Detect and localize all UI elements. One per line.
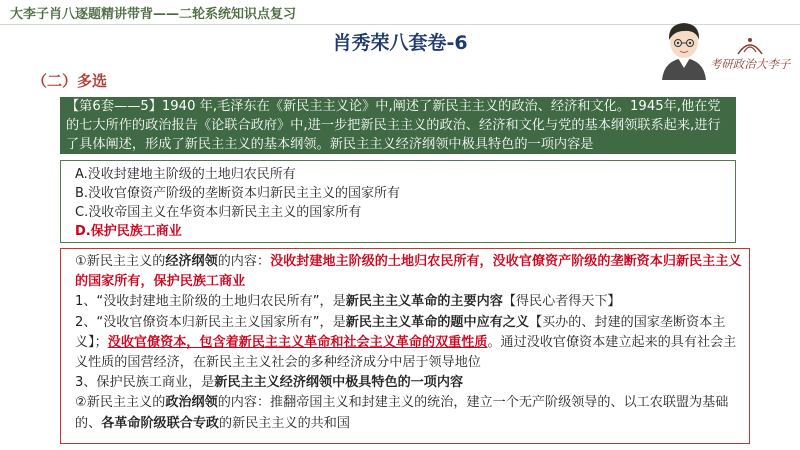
keyword: 各革命阶级联合专政 bbox=[101, 415, 220, 431]
keyword: 新民主主义革命的主要内容 bbox=[345, 294, 503, 310]
analysis-text: ①新民主主义的 bbox=[75, 254, 166, 269]
question-stem: 【第6套——5】1940 年,毛泽东在《新民主主义论》中,阐述了新民主主义的政治、经济和文化。1945年,他在党的七大所作的政治报告《论联合政府》中,进一步把新民主主义的政治、经济和文化与党的基本纲领联系起来,进行了具体阐述，形成了新民主主义的基本纲领。新民主主义经济纲领中极具特色的一项内容是 bbox=[60, 97, 736, 154]
analysis-text: 2、“没收官僚资本归新民主主义国家所有”，是 bbox=[75, 314, 346, 330]
analysis-note: 【买办的、封建的国家垄断资本主义】； bbox=[75, 314, 726, 350]
analysis-political-program bbox=[75, 393, 743, 433]
keyword: 政治纲领 bbox=[165, 395, 218, 411]
section-label: （二）多选 bbox=[32, 72, 108, 90]
keyword: 经济纲领 bbox=[165, 254, 218, 269]
keyword: 新民主主义革命的题中应有之义 bbox=[345, 314, 529, 330]
analysis-box bbox=[60, 248, 750, 444]
analysis-text: 3、保护民族工商业，是 bbox=[75, 375, 215, 391]
analysis-point-2 bbox=[75, 313, 743, 374]
analysis-point-1 bbox=[75, 292, 743, 312]
brand-logo bbox=[708, 34, 792, 80]
option-c[interactable]: C.没收帝国主义在华资本归新民主主义的国家所有 bbox=[75, 205, 362, 220]
analysis-point-3 bbox=[75, 373, 743, 393]
course-breadcrumb: 大李子肖八逐题精讲带背——二轮系统知识点复习 bbox=[10, 7, 297, 22]
options-box bbox=[60, 160, 736, 243]
analysis-text: 的内容：推翻帝国主义和封建主义的统治，建立一个无产阶级领导的、以工农联盟为基础的、 bbox=[75, 395, 729, 431]
analysis-text: 的新民主主义的共和国 bbox=[219, 415, 350, 431]
brand-leaf-icon bbox=[708, 34, 792, 58]
keyword: 新民主主义经济纲领中极具特色的一项内容 bbox=[214, 375, 464, 391]
page-title: 肖秀荣八套卷-6 bbox=[332, 32, 468, 54]
analysis-note: 【得民心者得天下】 bbox=[502, 294, 621, 310]
option-b[interactable]: B.没收官僚资产阶级的垄断资本归新民主主义的国家所有 bbox=[75, 186, 401, 201]
key-point-red: 没收封建地主阶级的土地归农民所有，没收官僚资产阶级的垄断资本归新民主主义的国家所有，保护民族工商业 bbox=[75, 254, 742, 290]
teacher-avatar-illustration bbox=[656, 16, 712, 80]
brand-name: 考研政治大李子 bbox=[709, 57, 791, 71]
option-d-correct[interactable]: D.保护民族工商业 bbox=[75, 224, 182, 239]
key-point-red: 没收官僚资本，包含着新民主主义革命和社会主义革命的双重性质 bbox=[107, 334, 488, 350]
option-a[interactable]: A.没收封建地主阶级的土地归农民所有 bbox=[75, 167, 296, 182]
analysis-text: 1、“没收封建地主阶级的土地归农民所有”，是 bbox=[75, 294, 346, 310]
analysis-text: 。通过没收官僚资本建立起来的具有社会主义性质的国营经济，在新民主主义社会的多种经济成分中居于领导地位 bbox=[75, 334, 737, 371]
analysis-text: 的内容： bbox=[217, 254, 271, 269]
analysis-text: ②新民主主义的 bbox=[75, 395, 166, 411]
analysis-economic-program bbox=[75, 252, 743, 292]
